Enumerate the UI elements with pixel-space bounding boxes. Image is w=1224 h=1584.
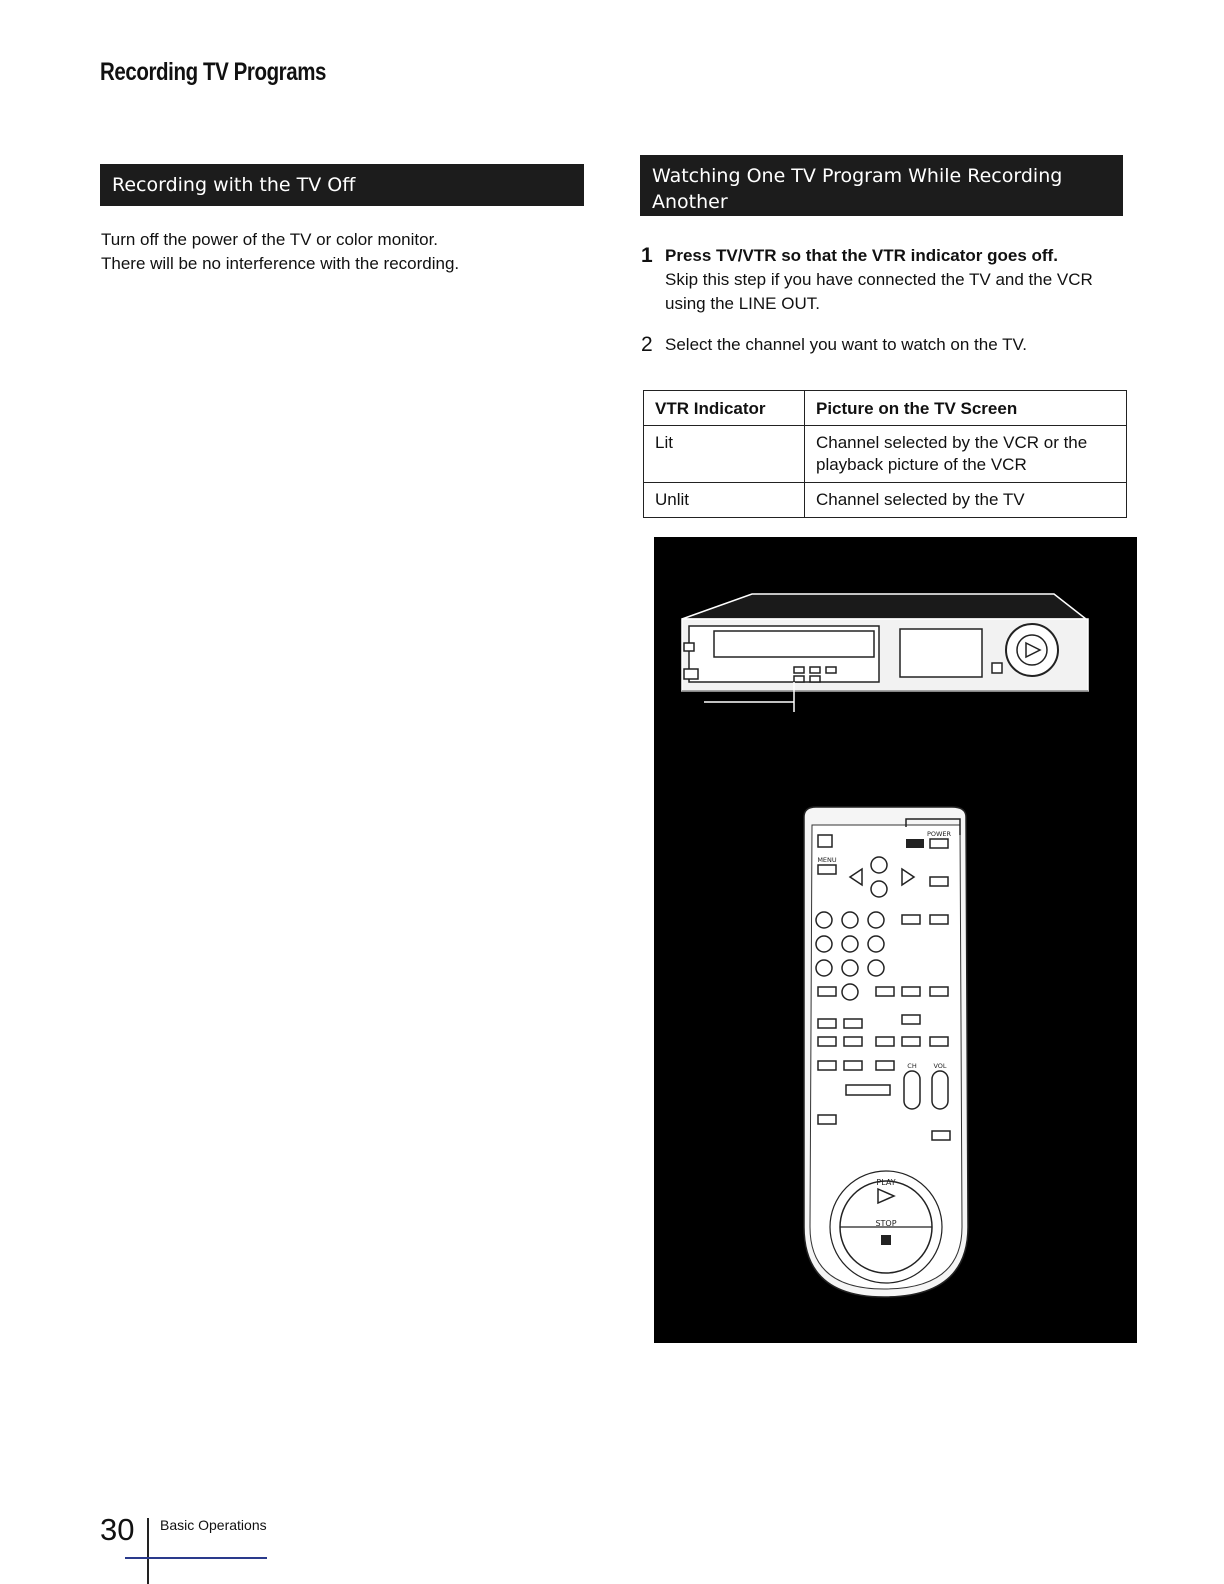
step-number: 1	[641, 244, 653, 267]
vcr-deck-drawing	[682, 594, 1088, 712]
table-cell: Channel selected by the VCR or the playback picture of the VCR	[805, 426, 1127, 483]
footer-section-label: Basic Operations	[160, 1517, 267, 1533]
remote-power-label: POWER	[926, 830, 952, 838]
section-heading-watching	[640, 155, 1123, 216]
table-cell: Channel selected by the TV	[805, 483, 1127, 518]
step-title: Press TV/VTR so that the VTR indicator goes off.	[665, 246, 1058, 265]
section-heading-text: Watching One TV Program While Recording Another	[652, 165, 1063, 213]
illustration-drawing	[654, 537, 1137, 1343]
remote-play-label: PLAY	[876, 1178, 896, 1187]
step-number: 2	[641, 333, 653, 356]
table-header-row	[644, 391, 1127, 426]
vtr-indicator-table	[643, 390, 1127, 518]
step-text: Skip this step if you have connected the TV and the VCR using the LINE OUT.	[665, 270, 1093, 313]
vcr-remote-illustration	[654, 537, 1137, 1343]
footer-divider	[147, 1518, 149, 1584]
section-heading-tv-off	[100, 164, 584, 206]
remote-ch-label: CH	[907, 1062, 917, 1070]
table-row	[644, 426, 1127, 483]
step-2	[641, 333, 1131, 359]
page-title: Recording TV Programs	[100, 58, 327, 86]
tv-off-paragraph	[101, 228, 571, 276]
step-1	[641, 244, 1131, 314]
tv-off-line-2: There will be no interference with the recording.	[101, 254, 460, 273]
table-header: Picture on the TV Screen	[805, 391, 1127, 426]
remote-vol-label: VOL	[933, 1062, 947, 1070]
tv-off-line-1: Turn off the power of the TV or color monitor.	[101, 230, 439, 249]
table-cell: Lit	[644, 426, 805, 483]
step-text: Select the channel you want to watch on the TV.	[665, 335, 1027, 354]
table-row	[644, 483, 1127, 518]
section-heading-text: Recording with the TV Off	[112, 174, 356, 196]
table-cell: Unlit	[644, 483, 805, 518]
footer-rule	[125, 1557, 267, 1559]
remote-stop-label: STOP	[875, 1219, 897, 1228]
page-number: 30	[100, 1512, 135, 1547]
remote-menu-label: MENU	[817, 856, 837, 864]
table-header: VTR Indicator	[644, 391, 805, 426]
remote-control-drawing	[804, 807, 968, 1297]
